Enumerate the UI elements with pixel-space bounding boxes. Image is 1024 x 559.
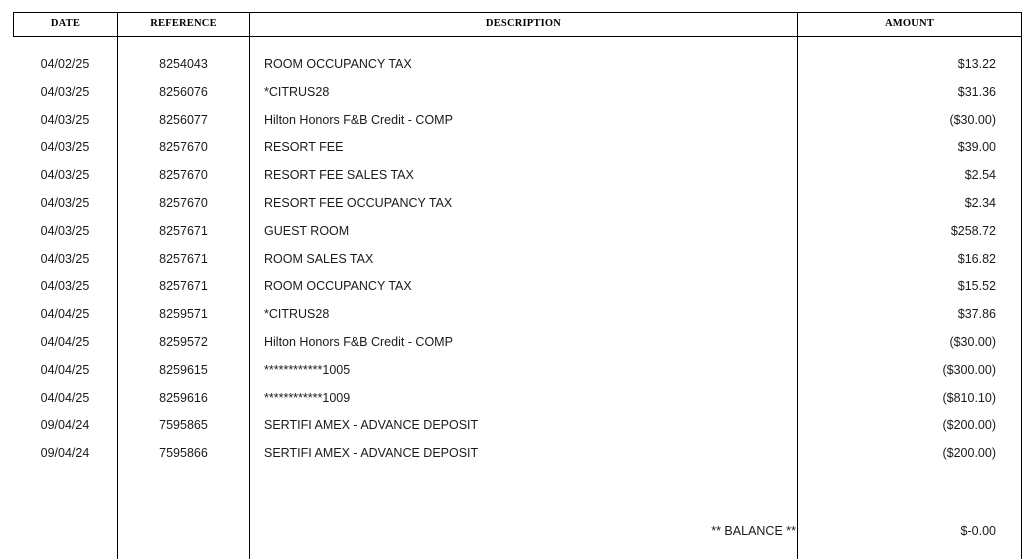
row-date: 04/03/25 — [40, 112, 90, 127]
row-date: 04/03/25 — [40, 140, 90, 155]
row-description: *CITRUS28 — [264, 307, 330, 322]
column-header-date: DATE — [50, 18, 81, 29]
row-amount: $39.00 — [957, 140, 996, 155]
row-reference: 8256076 — [159, 84, 208, 99]
row-amount: $2.34 — [964, 196, 996, 210]
table-row — [0, 384, 1024, 412]
header-bottom-border — [13, 36, 1022, 37]
row-date: 04/02/25 — [40, 57, 90, 71]
row-description: ROOM SALES TAX — [264, 251, 374, 266]
row-date: 09/04/24 — [40, 446, 90, 461]
row-description: SERTIFI AMEX - ADVANCE DEPOSIT — [264, 418, 479, 433]
table-row — [0, 161, 1024, 189]
row-description: GUEST ROOM — [264, 223, 350, 238]
table-row — [0, 300, 1024, 328]
row-reference: 8257671 — [159, 279, 208, 294]
row-date: 04/03/25 — [40, 168, 90, 183]
row-amount: $31.36 — [957, 84, 996, 99]
row-amount: ($200.00) — [942, 418, 996, 433]
row-reference: 8259572 — [159, 335, 208, 349]
row-description: Hilton Honors F&B Credit - COMP — [264, 112, 453, 127]
row-amount: $15.52 — [957, 279, 996, 294]
row-amount: $258.72 — [950, 223, 996, 238]
table-row — [0, 245, 1024, 273]
row-amount: ($200.00) — [942, 446, 996, 461]
row-reference: 8257671 — [159, 251, 208, 266]
table-row — [0, 106, 1024, 134]
row-amount: ($30.00) — [949, 112, 996, 127]
row-amount: $13.22 — [957, 57, 996, 71]
row-reference: 8257670 — [159, 168, 208, 183]
row-reference: 8257671 — [159, 223, 208, 238]
table-row — [0, 133, 1024, 161]
balance-value: $-0.00 — [960, 524, 996, 538]
row-date: 04/03/25 — [40, 223, 90, 238]
table-row — [0, 272, 1024, 300]
row-date: 04/04/25 — [40, 362, 90, 377]
table-row — [0, 328, 1024, 356]
row-description: Hilton Honors F&B Credit - COMP — [264, 335, 453, 349]
row-date: 04/03/25 — [40, 84, 90, 99]
row-date: 04/03/25 — [40, 279, 90, 294]
row-description: SERTIFI AMEX - ADVANCE DEPOSIT — [264, 446, 479, 461]
row-amount: ($30.00) — [949, 335, 996, 349]
row-reference: 8256077 — [159, 112, 208, 127]
row-reference: 8259571 — [159, 307, 208, 322]
table-row — [0, 217, 1024, 245]
row-description: *CITRUS28 — [264, 84, 330, 99]
balance-label: ** BALANCE ** — [711, 524, 796, 538]
row-amount: $37.86 — [957, 307, 996, 322]
row-amount: $2.54 — [964, 168, 996, 183]
row-reference: 8259616 — [159, 390, 208, 405]
table-row — [0, 189, 1024, 217]
row-description: ************1005 — [264, 362, 351, 377]
column-header-amount: AMOUNT — [884, 18, 935, 29]
row-description: ROOM OCCUPANCY TAX — [264, 57, 412, 71]
row-reference: 7595866 — [159, 446, 208, 461]
row-description: ROOM OCCUPANCY TAX — [264, 279, 412, 294]
row-reference: 8259615 — [159, 362, 208, 377]
row-amount: $16.82 — [957, 251, 996, 266]
row-description: RESORT FEE — [264, 140, 344, 155]
row-date: 04/04/25 — [40, 307, 90, 322]
row-description: RESORT FEE SALES TAX — [264, 168, 414, 183]
row-date: 04/04/25 — [40, 390, 90, 405]
row-reference: 8257670 — [159, 196, 208, 210]
row-date: 04/04/25 — [40, 335, 90, 349]
column-header-description: DESCRIPTION — [485, 18, 562, 29]
table-row — [0, 78, 1024, 106]
row-reference: 8257670 — [159, 140, 208, 155]
row-description: ************1009 — [264, 390, 351, 405]
row-reference: 7595865 — [159, 418, 208, 433]
row-date: 04/03/25 — [40, 196, 90, 210]
row-reference: 8254043 — [159, 57, 208, 71]
table-row — [0, 439, 1024, 467]
table-row — [0, 50, 1024, 78]
row-amount: ($300.00) — [942, 362, 996, 377]
row-description: RESORT FEE OCCUPANCY TAX — [264, 196, 453, 210]
table-row — [0, 411, 1024, 439]
row-date: 04/03/25 — [40, 251, 90, 266]
row-date: 09/04/24 — [40, 418, 90, 433]
table-row — [0, 356, 1024, 384]
column-header-reference: REFERENCE — [150, 18, 217, 29]
row-amount: ($810.10) — [942, 390, 996, 405]
